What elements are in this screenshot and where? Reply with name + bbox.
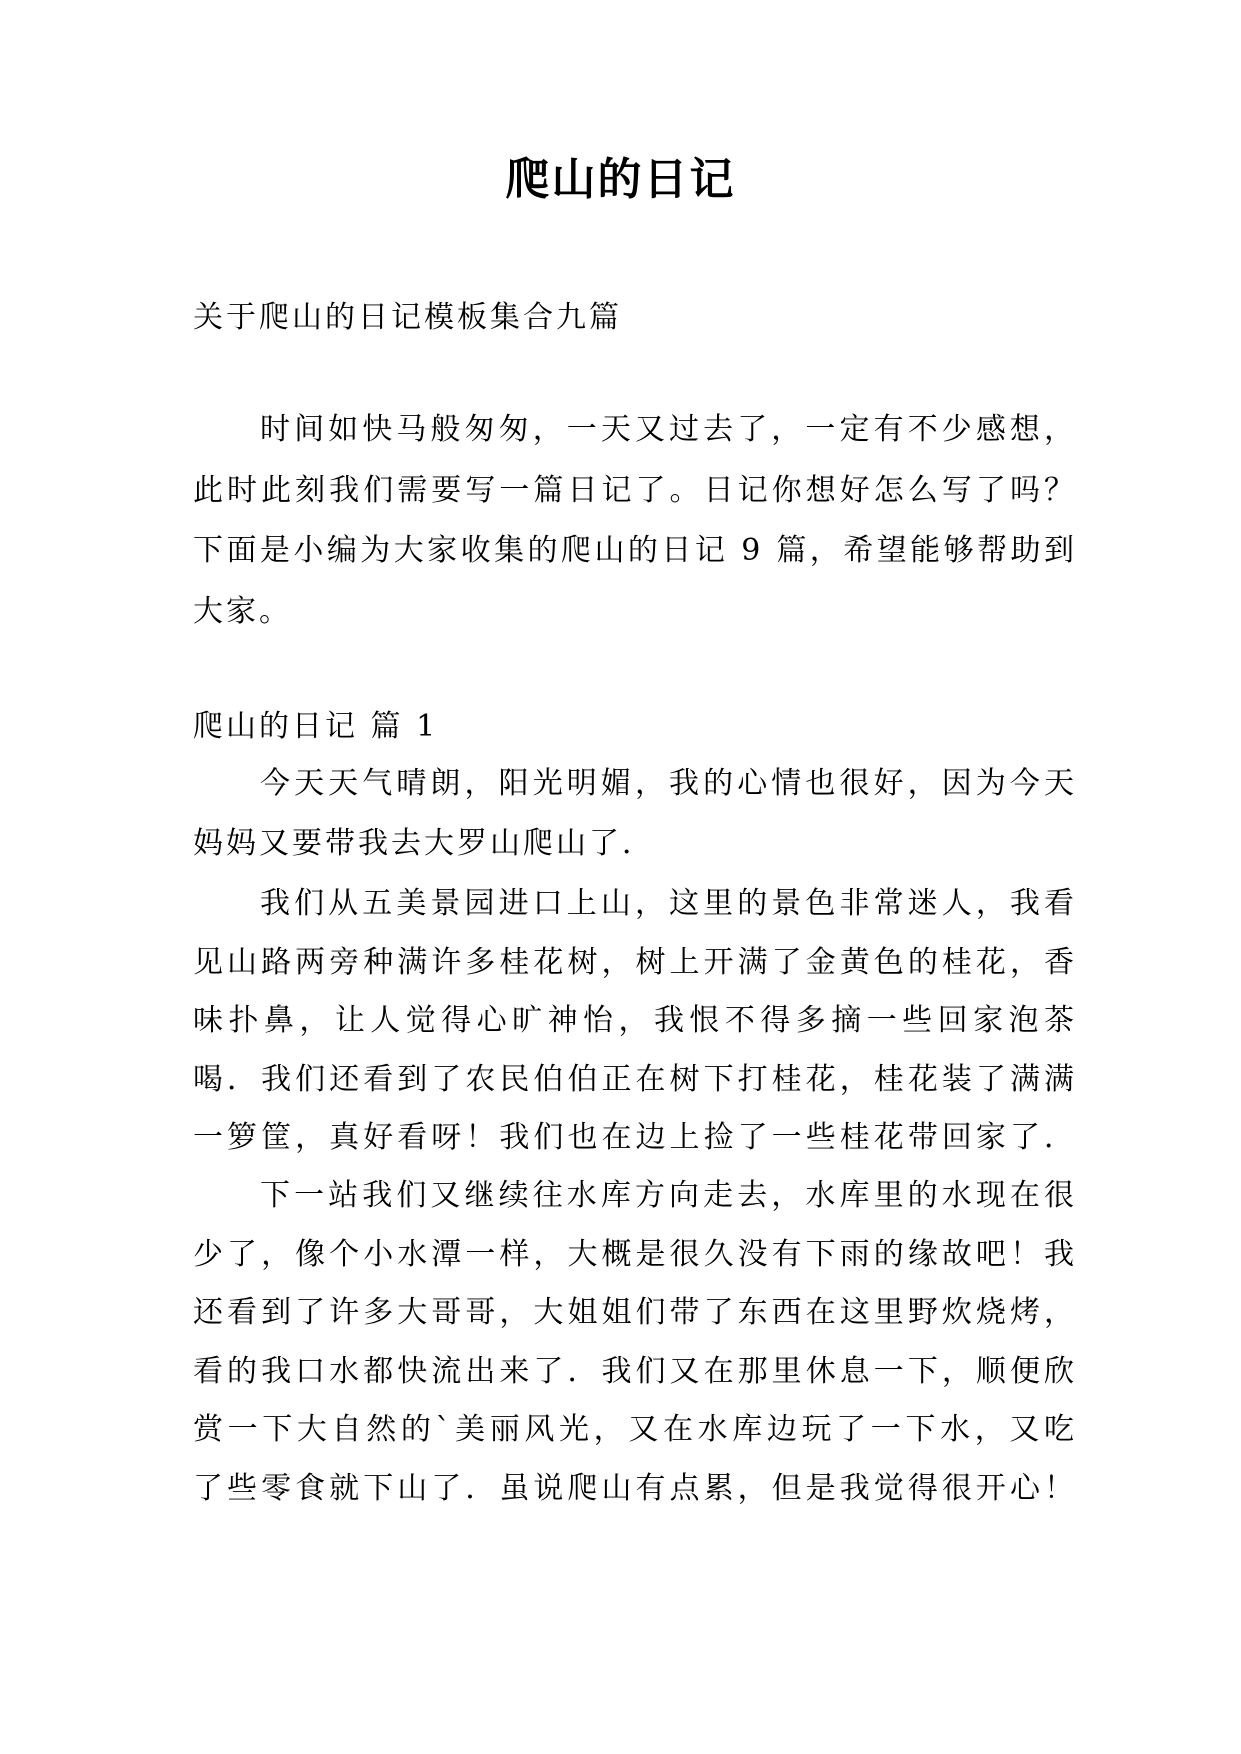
text-line: 今天天气晴朗，阳光明媚，我的心情也很好，因为今天	[260, 766, 1077, 801]
section-heading: 爬山的日记 篇 1	[193, 709, 439, 744]
text-line: 一箩筐，真好看呀！我们也在边上捡了一些桂花带回家了．	[193, 1120, 1077, 1155]
text-line: 还看到了许多大哥哥，大姐姐们带了东西在这里野炊烧烤，	[193, 1295, 1077, 1330]
text-line: 下面是小编为大家收集的爬山的日记 9 篇，希望能够帮助到	[193, 533, 1077, 568]
text-line: 赏一下大自然的`美丽风光，又在水库边玩了一下水，又吃	[193, 1412, 1077, 1447]
text-line: 味扑鼻，让人觉得心旷神怡，我恨不得多摘一些回家泡茶	[193, 1003, 1077, 1038]
document-title: 爬山的日记	[505, 154, 736, 205]
document-subtitle-block	[193, 288, 1077, 348]
document-subtitle: 关于爬山的日记模板集合九篇	[193, 300, 622, 335]
text-line: 看的我口水都快流出来了．我们又在那里休息一下，顺便欣	[193, 1353, 1077, 1389]
text-line: 时间如快马般匆匆，一天又过去了，一定有不少感想，	[260, 412, 1077, 447]
body-paragraph	[193, 1167, 1077, 1518]
body-paragraph	[193, 875, 1077, 1168]
text-line: 喝．我们还看到了农民伯伯正在树下打桂花，桂花装了满满	[193, 1061, 1077, 1097]
text-line: 了些零食就下山了．虽说爬山有点累，但是我觉得很开心！	[193, 1470, 1077, 1506]
text-line: 见山路两旁种满许多桂花树，树上开满了金黄色的桂花，香	[193, 944, 1077, 980]
body-paragraph	[193, 754, 1077, 874]
text-line: 少了，像个小水潭一样，大概是很久没有下雨的缘故吧！我	[193, 1236, 1077, 1272]
text-line: 我们从五美景园进口上山，这里的景色非常迷人，我看	[260, 886, 1077, 921]
text-line: 下一站我们又继续往水库方向走去，水库里的水现在很	[260, 1178, 1077, 1213]
intro-paragraph	[193, 400, 1077, 642]
section-heading-block	[193, 697, 1077, 757]
text-line: 大家。	[193, 593, 292, 629]
text-line: 此时此刻我们需要写一篇日记了。日记你想好怎么写了吗？	[193, 472, 1077, 508]
text-line: 妈妈又要带我去大罗山爬山了．	[193, 826, 655, 861]
